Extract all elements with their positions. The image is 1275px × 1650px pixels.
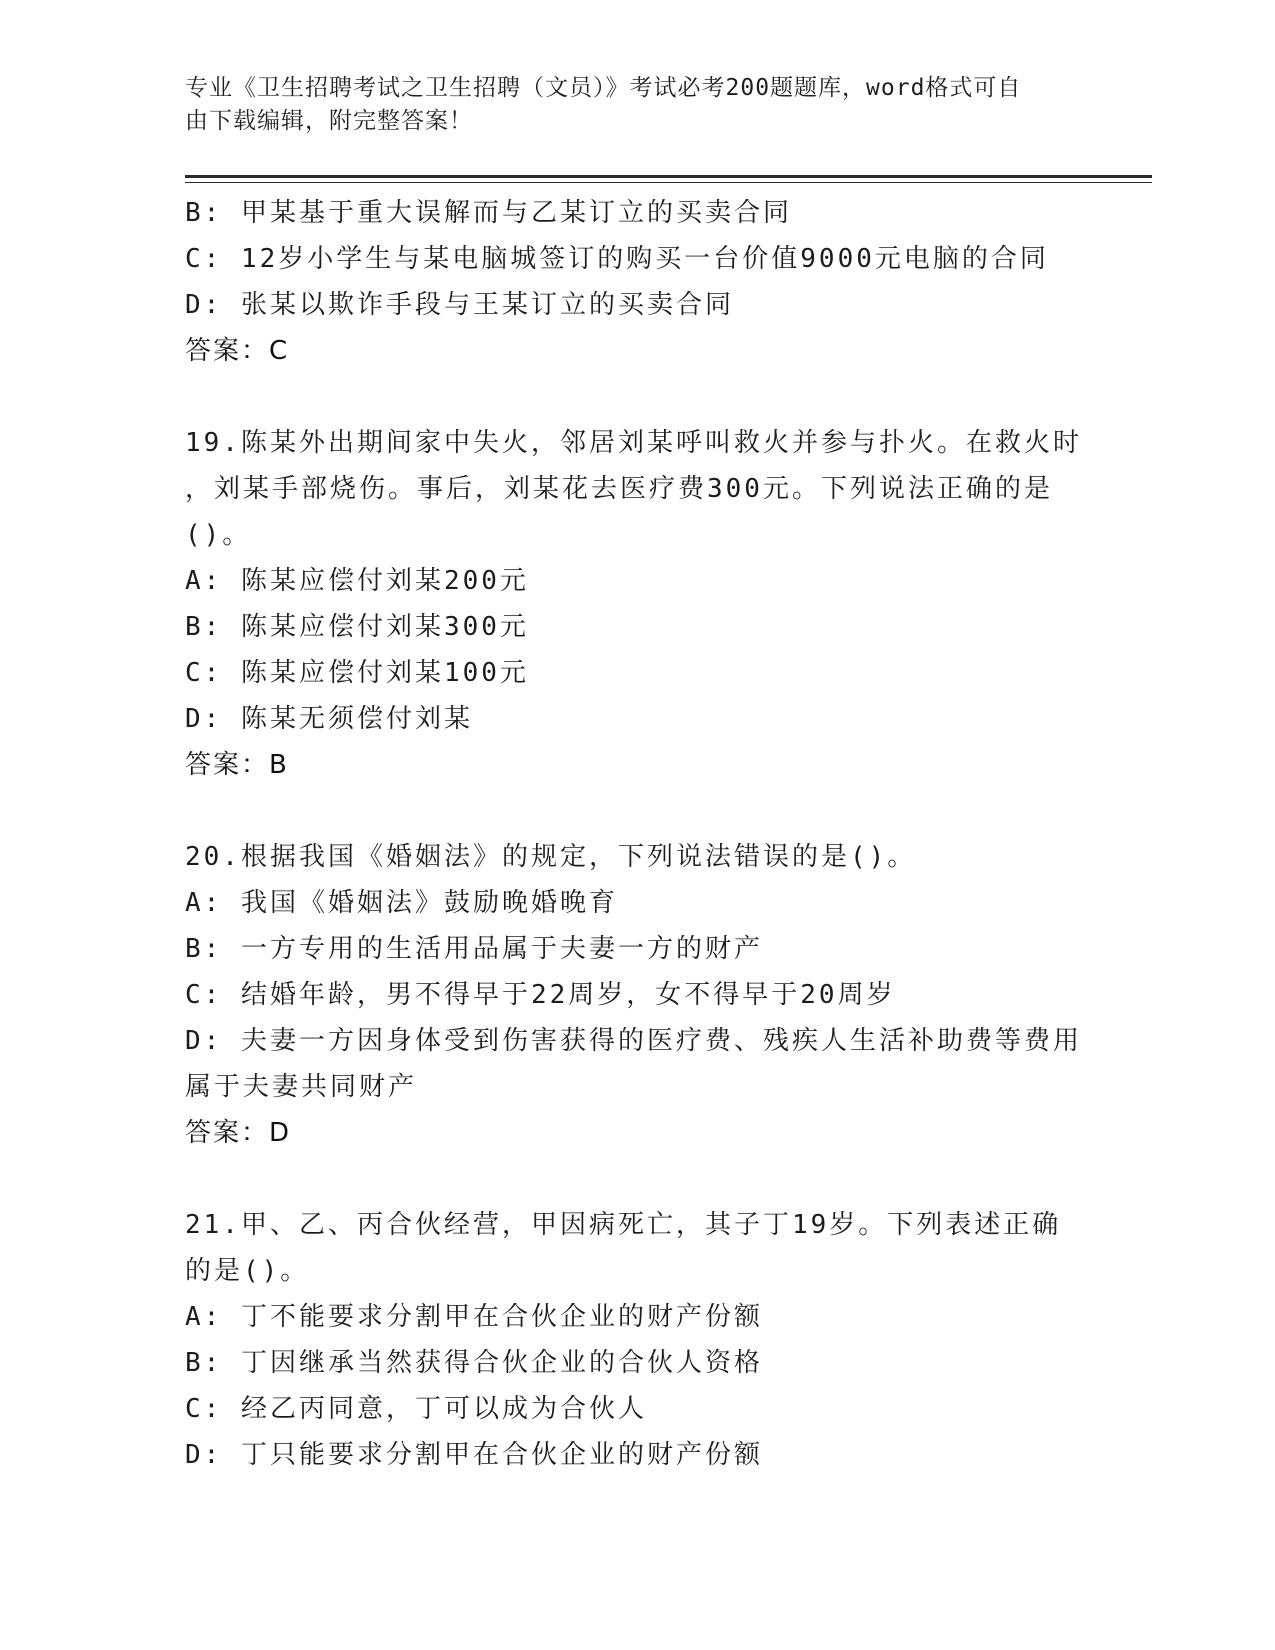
spacer [185, 1156, 1085, 1202]
question-stem-line-3: ()。 [185, 520, 252, 550]
question-stem-line-1: 21.甲、乙、丙合伙经营，甲因病死亡，其子丁19岁。下列表述正确 [185, 1210, 1062, 1240]
question-stem: 20.根据我国《婚姻法》的规定，下列说法错误的是()。 [185, 842, 917, 872]
spacer [185, 374, 1085, 420]
option-c: C: 12岁小学生与某电脑城签订的购买一台价值9000元电脑的合同 [185, 244, 1049, 274]
option-d: D: 陈某无须偿付刘某 [185, 704, 473, 734]
option-c: C: 陈某应偿付刘某100元 [185, 658, 529, 688]
question-18 [185, 190, 1085, 374]
header-rule-thin [185, 182, 1152, 183]
header-rule-thick [185, 175, 1152, 178]
option-b: B: 陈某应偿付刘某300元 [185, 612, 529, 642]
option-d: D: 丁只能要求分割甲在合伙企业的财产份额 [185, 1440, 763, 1470]
header-title-line-2: 由下载编辑，附完整答案！ [185, 108, 473, 134]
option-d-line-2: 属于夫妻共同财产 [185, 1072, 418, 1102]
option-b: B: 丁因继承当然获得合伙企业的合伙人资格 [185, 1348, 763, 1378]
option-b: B: 一方专用的生活用品属于夫妻一方的财产 [185, 934, 763, 964]
option-b: B: 甲某基于重大误解而与乙某订立的买卖合同 [185, 198, 792, 228]
option-c: C: 结婚年龄，男不得早于22周岁，女不得早于20周岁 [185, 980, 896, 1010]
question-list [185, 190, 1085, 1478]
option-c: C: 经乙丙同意，丁可以成为合伙人 [185, 1394, 647, 1424]
option-a: A: 陈某应偿付刘某200元 [185, 566, 529, 596]
option-a: A: 丁不能要求分割甲在合伙企业的财产份额 [185, 1302, 763, 1332]
spacer [185, 788, 1085, 834]
option-a: A: 我国《婚姻法》鼓励晚婚晚育 [185, 888, 618, 918]
question-21 [185, 1202, 1085, 1478]
question-stem-line-1: 19.陈某外出期间家中失火，邻居刘某呼叫救火并参与扑火。在救火时 [185, 428, 1082, 458]
answer: 答案：C [185, 336, 290, 366]
option-d-line-1: D: 夫妻一方因身体受到伤害获得的医疗费、残疾人生活补助费等费用 [185, 1026, 1082, 1056]
question-stem-line-2: ，刘某手部烧伤。事后，刘某花去医疗费300元。下列说法正确的是 [185, 474, 1053, 504]
question-19 [185, 420, 1085, 788]
question-stem-line-2: 的是()。 [185, 1256, 310, 1286]
question-20 [185, 834, 1085, 1156]
option-d: D: 张某以欺诈手段与王某订立的买卖合同 [185, 290, 734, 320]
answer: 答案：D [185, 1118, 292, 1148]
page-header [185, 72, 1085, 138]
header-title-line-1: 专业《卫生招聘考试之卫生招聘（文员）》考试必考200题题库，word格式可自 [185, 75, 1022, 101]
answer: 答案：B [185, 750, 289, 780]
